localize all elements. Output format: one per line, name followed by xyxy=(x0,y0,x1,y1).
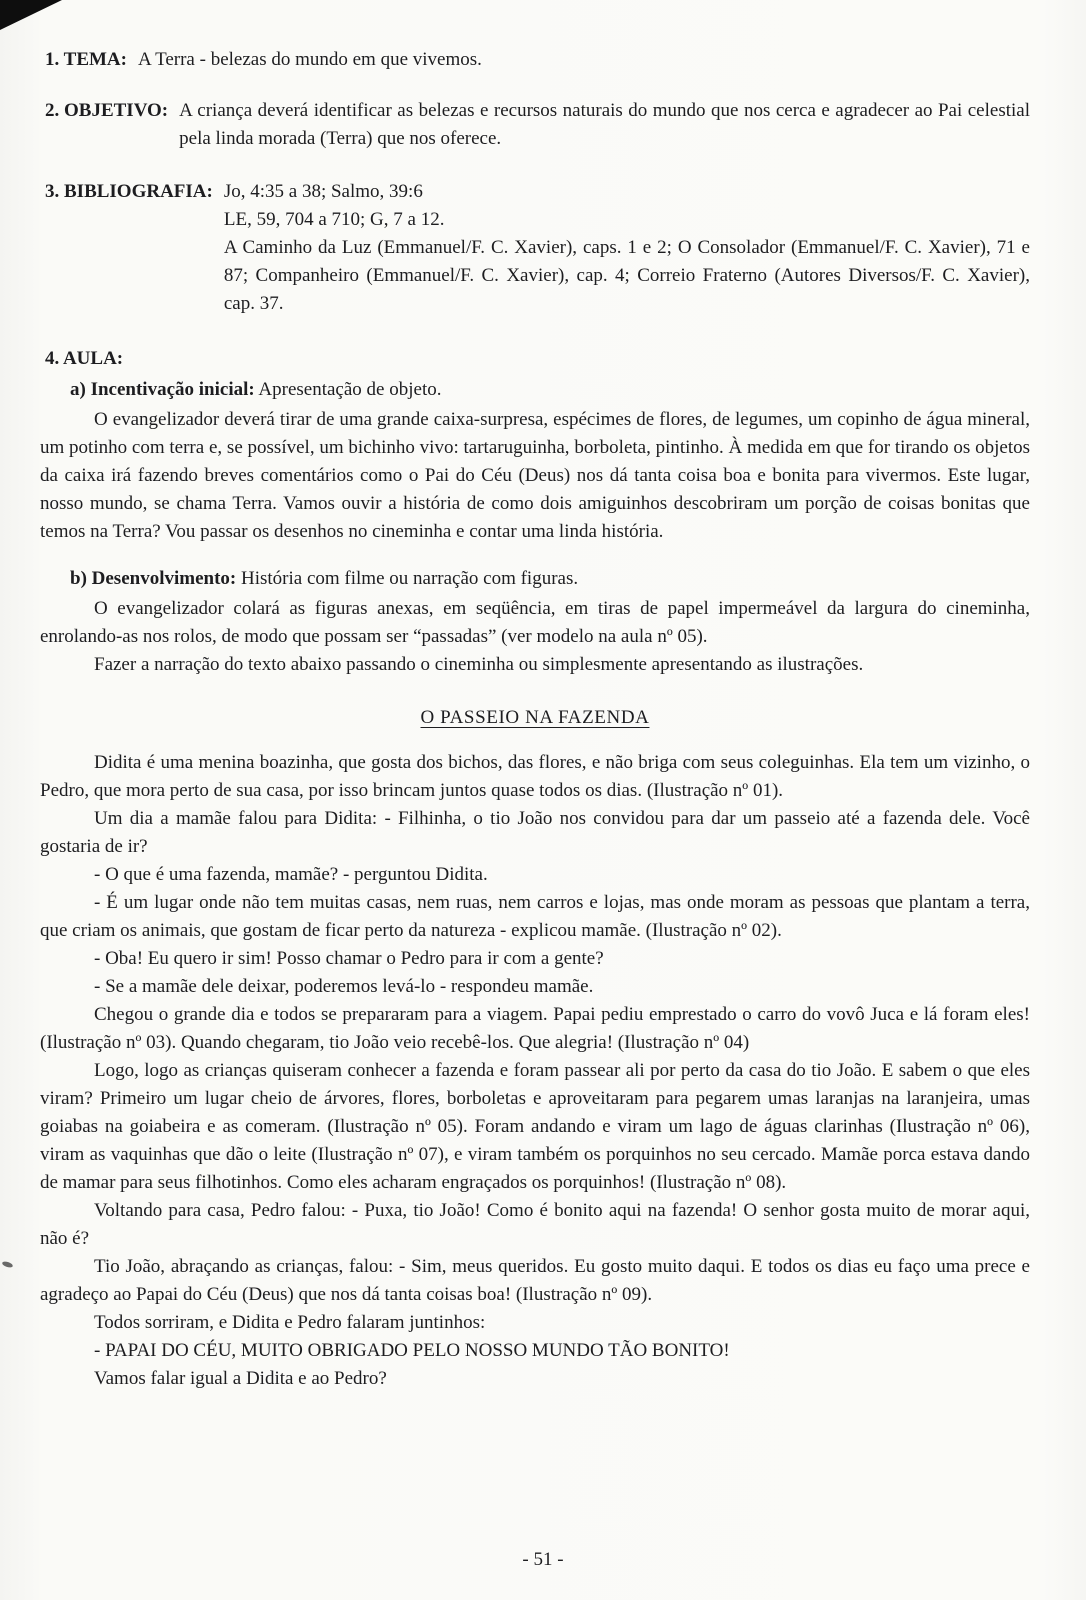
story-paragraph: Logo, logo as crianças quiseram conhecer a fazenda e foram passear ali por perto da casa do tio João. E sabem o que eles viram? Primeiro um lugar cheio de árvores, flores, borboletas e aproveitaram para pegarem umas laranjas na laranjeira, umas goiabas na goiabeira e as comeram. (Ilustração nº 05). Foram andando e viram um lago de águas clarinhas (Ilustração nº 06), viram as vaquinhas que dão o leite (Ilustração nº 07), e viram também os porquinhos no seu cercado. Mamãe porca estava dando de mamar para seus filhotinhos. Como eles acharam engraçados os porquinhos! (Ilustração nº 08). xyxy=(40,1060,1030,1193)
desenvolvimento-intro: História com filme ou narração com figuras. xyxy=(240,568,579,589)
bibliografia-line: LE, 59, 704 a 710; G, 7 a 12. xyxy=(223,209,445,230)
story-paragraph: - O que é uma fazenda, mamãe? - perguntou Didita. xyxy=(94,864,488,885)
desenvolvimento-paragraph: O evangelizador colará as figuras anexas, em seqüência, em tiras de papel impermeável da largura do cineminha, enrolando-as nos rolos, de modo que possam ser “passadas” (ver modelo na aula nº 05). xyxy=(40,598,1030,647)
desenvolvimento-label: b) Desenvolvimento: xyxy=(70,568,237,589)
bibliografia-label: 3. BIBLIOGRAFIA: xyxy=(45,181,213,202)
desenvolvimento-heading xyxy=(40,565,1030,593)
incentivacao-label: a) Incentivação inicial: xyxy=(70,379,255,400)
incentivacao-intro: Apresentação de objeto. xyxy=(258,379,442,400)
page-number: - 51 - xyxy=(522,1549,564,1570)
story-paragraph: Todos sorriram, e Didita e Pedro falaram juntinhos: xyxy=(94,1312,486,1333)
story-paragraph: - Se a mamãe dele deixar, poderemos levá-lo - respondeu mamãe. xyxy=(94,976,594,997)
story-title-text: O PASSEIO NA FAZENDA xyxy=(420,707,650,728)
objetivo-label: 2. OBJETIVO: xyxy=(45,100,169,121)
section-objetivo xyxy=(40,97,1030,153)
scan-corner-artifact xyxy=(0,0,62,30)
story-title xyxy=(40,704,1030,732)
aula-heading: 4. AULA: xyxy=(45,348,124,369)
objetivo-text: A criança deverá identificar as belezas e recursos naturais do mundo que nos cerca e agradecer ao Pai celestial pela linda morada (Terra) que nos oferece. xyxy=(179,100,1030,149)
story-paragraph: Didita é uma menina boazinha, que gosta dos bichos, das flores, e não briga com seus coleguinhas. Ela tem um vizinho, o Pedro, que mora perto de sua casa, por isso brincam juntos quase todos os dias. (Ilustração nº 01). xyxy=(40,752,1030,801)
story-paragraph: Vamos falar igual a Didita e ao Pedro? xyxy=(94,1368,387,1389)
story-paragraph: Tio João, abraçando as crianças, falou: - Sim, meus queridos. Eu gosto muito daqui. E todos os dias eu faço uma prece e agradeço ao Papai do Céu (Deus) que nos dá tanta coisas boa! (Ilustração nº 09). xyxy=(40,1256,1030,1305)
tema-label: 1. TEMA: xyxy=(45,49,127,70)
tema-text: A Terra - belezas do mundo em que vivemos. xyxy=(137,49,482,70)
bibliografia-content xyxy=(224,178,1030,318)
story-paragraph: - Oba! Eu quero ir sim! Posso chamar o Pedro para ir com a gente? xyxy=(94,948,604,969)
desenvolvimento-paragraph: Fazer a narração do texto abaixo passando o cineminha ou simplesmente apresentando as ilustrações. xyxy=(94,654,864,675)
story-paragraph: Um dia a mamãe falou para Didita: - Filhinha, o tio João nos convidou para dar um passeio até a fazenda dele. Você gostaria de ir? xyxy=(40,808,1030,857)
incentivacao-heading xyxy=(40,376,1030,404)
scan-speck-artifact xyxy=(1,1260,13,1268)
story-paragraph: Voltando para casa, Pedro falou: - Puxa, tio João! Como é bonito aqui na fazenda! O senhor gosta muito de morar aqui, não é? xyxy=(40,1200,1030,1249)
section-bibliografia xyxy=(40,178,1030,318)
bibliografia-line: Jo, 4:35 a 38; Salmo, 39:6 xyxy=(223,181,423,202)
section-tema xyxy=(40,46,1030,74)
bibliografia-line: A Caminho da Luz (Emmanuel/F. C. Xavier), caps. 1 e 2; O Consolador (Emmanuel/F. C. Xavier), 71 e 87; Companheiro (Emmanuel/F. C. Xavier), cap. 4; Correio Fraterno (Autores Diversos/F. C. Xavier), cap. 37. xyxy=(223,237,1030,314)
story-paragraph: Chegou o grande dia e todos se prepararam para a viagem. Papai pediu emprestado o carro do vovô Juca e lá foram eles! (Ilustração nº 03). Quando chegaram, tio João veio recebê-los. Que alegria! (Ilustração nº 04) xyxy=(40,1004,1030,1053)
incentivacao-paragraph: O evangelizador deverá tirar de uma grande caixa-surpresa, espécimes de flores, de legumes, um copinho de água mineral, um potinho com terra e, se possível, um bichinho vivo: tartaruguinha, borboleta, pintinho. À medida em que for tirando os objetos da caixa irá fazendo breves comentários como o Pai do Céu (Deus) nos dá tanta coisa boa e bonita para vivermos. Este lugar, nosso mundo, se chama Terra. Vamos ouvir a história de como dois amiguinhos descobriram um porção de coisas bonitas que temos na Terra? Vou passar os desenhos no cineminha e contar uma linda história. xyxy=(40,409,1030,542)
story-paragraph: - PAPAI DO CÉU, MUITO OBRIGADO PELO NOSSO MUNDO TÃO BONITO! xyxy=(94,1340,730,1361)
story-paragraph: - É um lugar onde não tem muitas casas, nem ruas, nem carros e lojas, mas onde moram as pessoas que plantam a terra, que criam os animais, que gostam de ficar perto da natureza - explicou mamãe. (Ilustração nº 02). xyxy=(40,892,1030,941)
